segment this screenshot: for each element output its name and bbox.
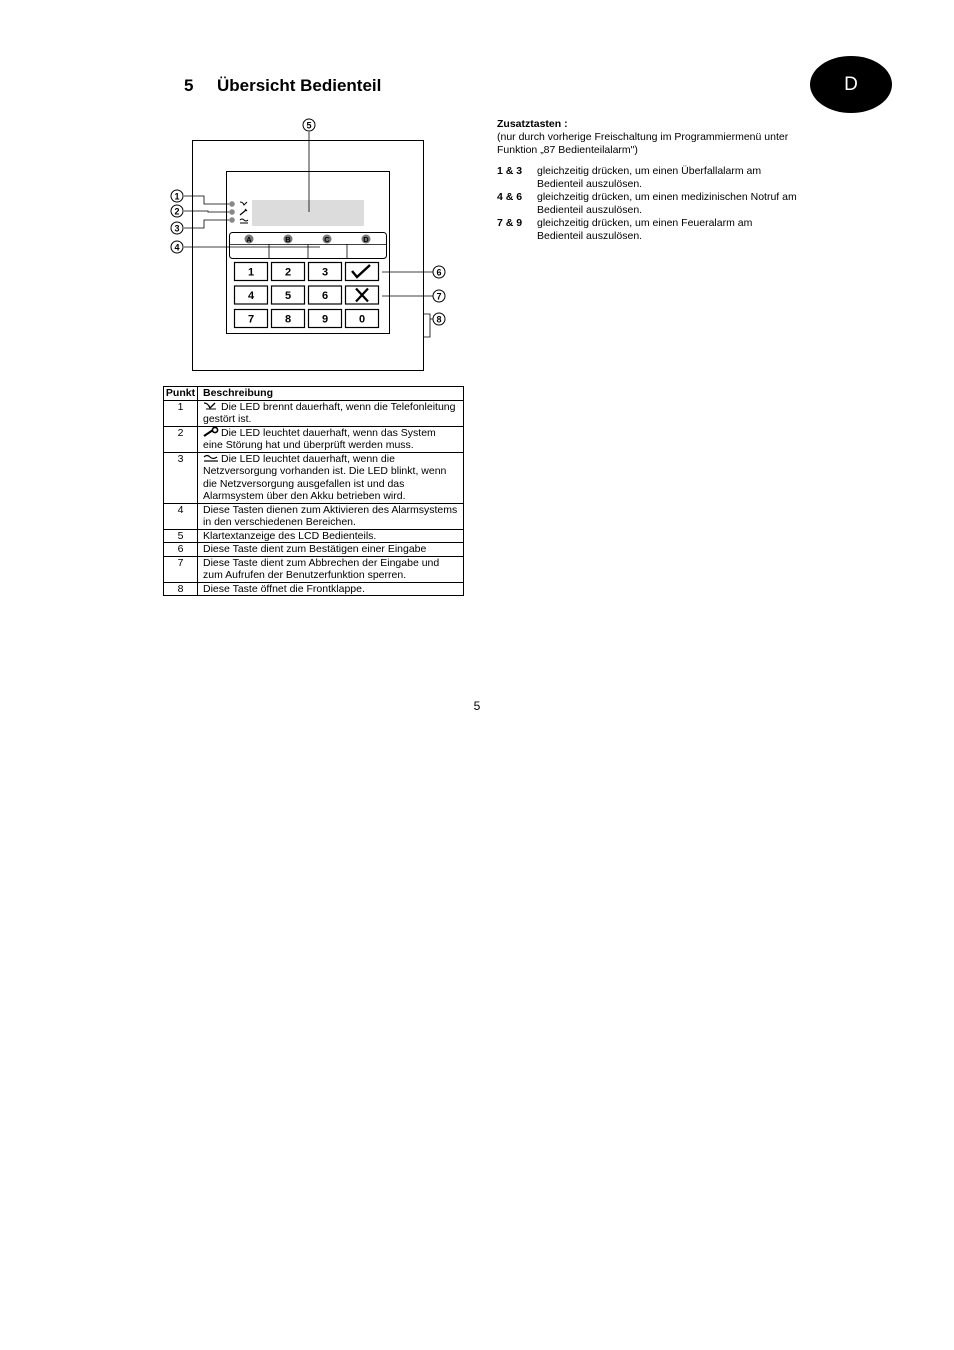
callout-3 xyxy=(171,222,183,234)
cell-text: Klartextanzeige des LCD Bedienteils. xyxy=(203,529,377,542)
table-row xyxy=(164,543,464,557)
cell-punkt: 2 xyxy=(164,426,198,452)
svg-text:8: 8 xyxy=(284,313,292,326)
table-row xyxy=(164,503,464,529)
combo-item xyxy=(497,191,797,217)
header-beschreibung: Beschreibung xyxy=(198,387,464,401)
cell-punkt: 6 xyxy=(164,543,198,557)
combo-list xyxy=(497,165,797,243)
cell-beschreibung xyxy=(198,426,464,452)
callout-8 xyxy=(433,313,445,325)
cell-beschreibung xyxy=(198,400,464,426)
section-number: 5 xyxy=(184,76,194,95)
cell-text: Diese Tasten dienen zum Aktivieren des Alarmsystems in den verschiedenen Bereichen. xyxy=(203,503,458,528)
svg-text:5: 5 xyxy=(306,120,312,131)
section-title: Übersicht Bedienteil xyxy=(217,76,382,95)
section-heading xyxy=(184,76,381,96)
key-6 xyxy=(309,286,342,304)
led-symbol-phone xyxy=(240,202,247,205)
led-power xyxy=(229,217,235,223)
svg-text:A: A xyxy=(246,235,252,244)
svg-text:B: B xyxy=(285,235,291,244)
cell-punkt: 3 xyxy=(164,452,198,503)
combo-item xyxy=(497,217,797,243)
combo-item xyxy=(497,165,797,191)
zone-key-b xyxy=(284,235,293,245)
svg-text:6: 6 xyxy=(321,290,329,302)
cell-text: Die LED brennt dauerhaft, wenn die Telefonleitung gestört ist. xyxy=(203,400,456,425)
callout-4 xyxy=(171,241,183,253)
combo-keys: 7 & 9 xyxy=(497,217,523,229)
zone-key-a xyxy=(245,235,254,245)
additional-keys-section xyxy=(497,118,797,243)
keypad-diagram xyxy=(160,112,460,374)
lcd-display xyxy=(252,200,364,226)
svg-text:7: 7 xyxy=(436,291,442,302)
svg-text:7: 7 xyxy=(247,313,255,326)
zone-key-c xyxy=(323,235,332,245)
combo-description: gleichzeitig drücken, um einen Feueralarm am Bedienteil auszulösen. xyxy=(537,217,753,242)
table-row xyxy=(164,529,464,543)
wrench-icon xyxy=(203,427,219,437)
cell-beschreibung xyxy=(198,452,464,503)
callout-2 xyxy=(171,205,183,217)
key-9 xyxy=(309,310,342,328)
cell-text: Die LED leuchtet dauerhaft, wenn das System eine Störung hat und überprüft werden muss. xyxy=(203,426,436,451)
svg-text:2: 2 xyxy=(174,206,180,217)
cell-text: Diese Taste dient zum Bestätigen einer Eingabe xyxy=(203,543,427,555)
cell-beschreibung xyxy=(198,556,464,582)
additional-keys-title: Zusatztasten : xyxy=(497,118,568,130)
key-1 xyxy=(235,263,268,281)
power-supply-icon xyxy=(203,453,219,463)
key-8 xyxy=(272,310,305,328)
cell-punkt: 8 xyxy=(164,582,198,596)
cell-text: Die LED leuchtet dauerhaft, wenn die Netzversorgung vorhanden ist. Die LED blinkt, wenn die Netzversorgung ausgefallen ist und das Alarmsystem über den Akku betrieben wird. xyxy=(203,452,447,502)
svg-text:1: 1 xyxy=(174,191,180,202)
cell-beschreibung xyxy=(198,543,464,557)
callout-6 xyxy=(433,266,445,278)
callout-1 xyxy=(171,190,183,202)
language-tab xyxy=(810,56,892,113)
key-0 xyxy=(346,310,379,328)
svg-text:5: 5 xyxy=(284,290,292,302)
cell-text: Diese Taste dient zum Abbrechen der Eingabe und zum Aufrufen der Benutzerfunktion sperren. xyxy=(203,556,440,581)
table-row xyxy=(164,582,464,596)
cell-punkt: 4 xyxy=(164,503,198,529)
cell-punkt: 5 xyxy=(164,529,198,543)
led-symbol-power xyxy=(240,219,248,223)
cell-punkt: 1 xyxy=(164,400,198,426)
key-7 xyxy=(235,310,268,328)
cell-text: Diese Taste öffnet die Frontklappe. xyxy=(203,582,365,595)
key-2 xyxy=(272,263,305,281)
cell-punkt: 7 xyxy=(164,556,198,582)
table-header-row xyxy=(164,387,464,401)
table-row xyxy=(164,400,464,426)
svg-text:0: 0 xyxy=(358,313,366,326)
svg-text:2: 2 xyxy=(284,266,292,279)
svg-text:D: D xyxy=(363,235,369,244)
cell-beschreibung xyxy=(198,582,464,596)
svg-text:4: 4 xyxy=(247,290,255,302)
led-wrench xyxy=(229,209,235,215)
key-5 xyxy=(272,286,305,304)
callout-lines xyxy=(184,132,433,337)
table-row xyxy=(164,452,464,503)
svg-text:3: 3 xyxy=(321,266,329,279)
language-tab-label: D xyxy=(844,73,858,95)
additional-keys-note: (nur durch vorherige Freischaltung im Programmiermenü unter Funktion „87 Bedienteilalarm") xyxy=(497,131,789,156)
svg-text:4: 4 xyxy=(174,242,180,253)
table-row xyxy=(164,556,464,582)
combo-keys: 4 & 6 xyxy=(497,191,523,203)
key-4 xyxy=(235,286,268,304)
callout-5 xyxy=(303,119,315,131)
cancel-key xyxy=(346,286,379,304)
page-number: 5 xyxy=(473,699,481,713)
svg-text:8: 8 xyxy=(436,314,442,325)
zone-key-d xyxy=(362,235,371,245)
svg-text:6: 6 xyxy=(436,267,442,278)
cell-beschreibung xyxy=(198,529,464,543)
callout-7 xyxy=(433,290,445,302)
cell-beschreibung xyxy=(198,503,464,529)
phone-icon xyxy=(203,401,219,411)
header-punkt: Punkt xyxy=(164,387,198,401)
svg-text:1: 1 xyxy=(247,266,255,279)
svg-text:C: C xyxy=(324,235,330,244)
led-symbol-wrench xyxy=(240,209,247,215)
svg-text:3: 3 xyxy=(174,223,180,234)
combo-description: gleichzeitig drücken, um einen Überfallalarm am Bedienteil auszulösen. xyxy=(537,165,762,190)
combo-keys: 1 & 3 xyxy=(497,165,523,177)
svg-text:9: 9 xyxy=(321,313,329,326)
key-3 xyxy=(309,263,342,281)
confirm-key xyxy=(346,263,379,281)
legend-table xyxy=(163,386,464,596)
table-row xyxy=(164,426,464,452)
combo-description: gleichzeitig drücken, um einen medizinischen Notruf am Bedienteil auszulösen. xyxy=(537,191,797,216)
led-phone xyxy=(229,201,235,207)
